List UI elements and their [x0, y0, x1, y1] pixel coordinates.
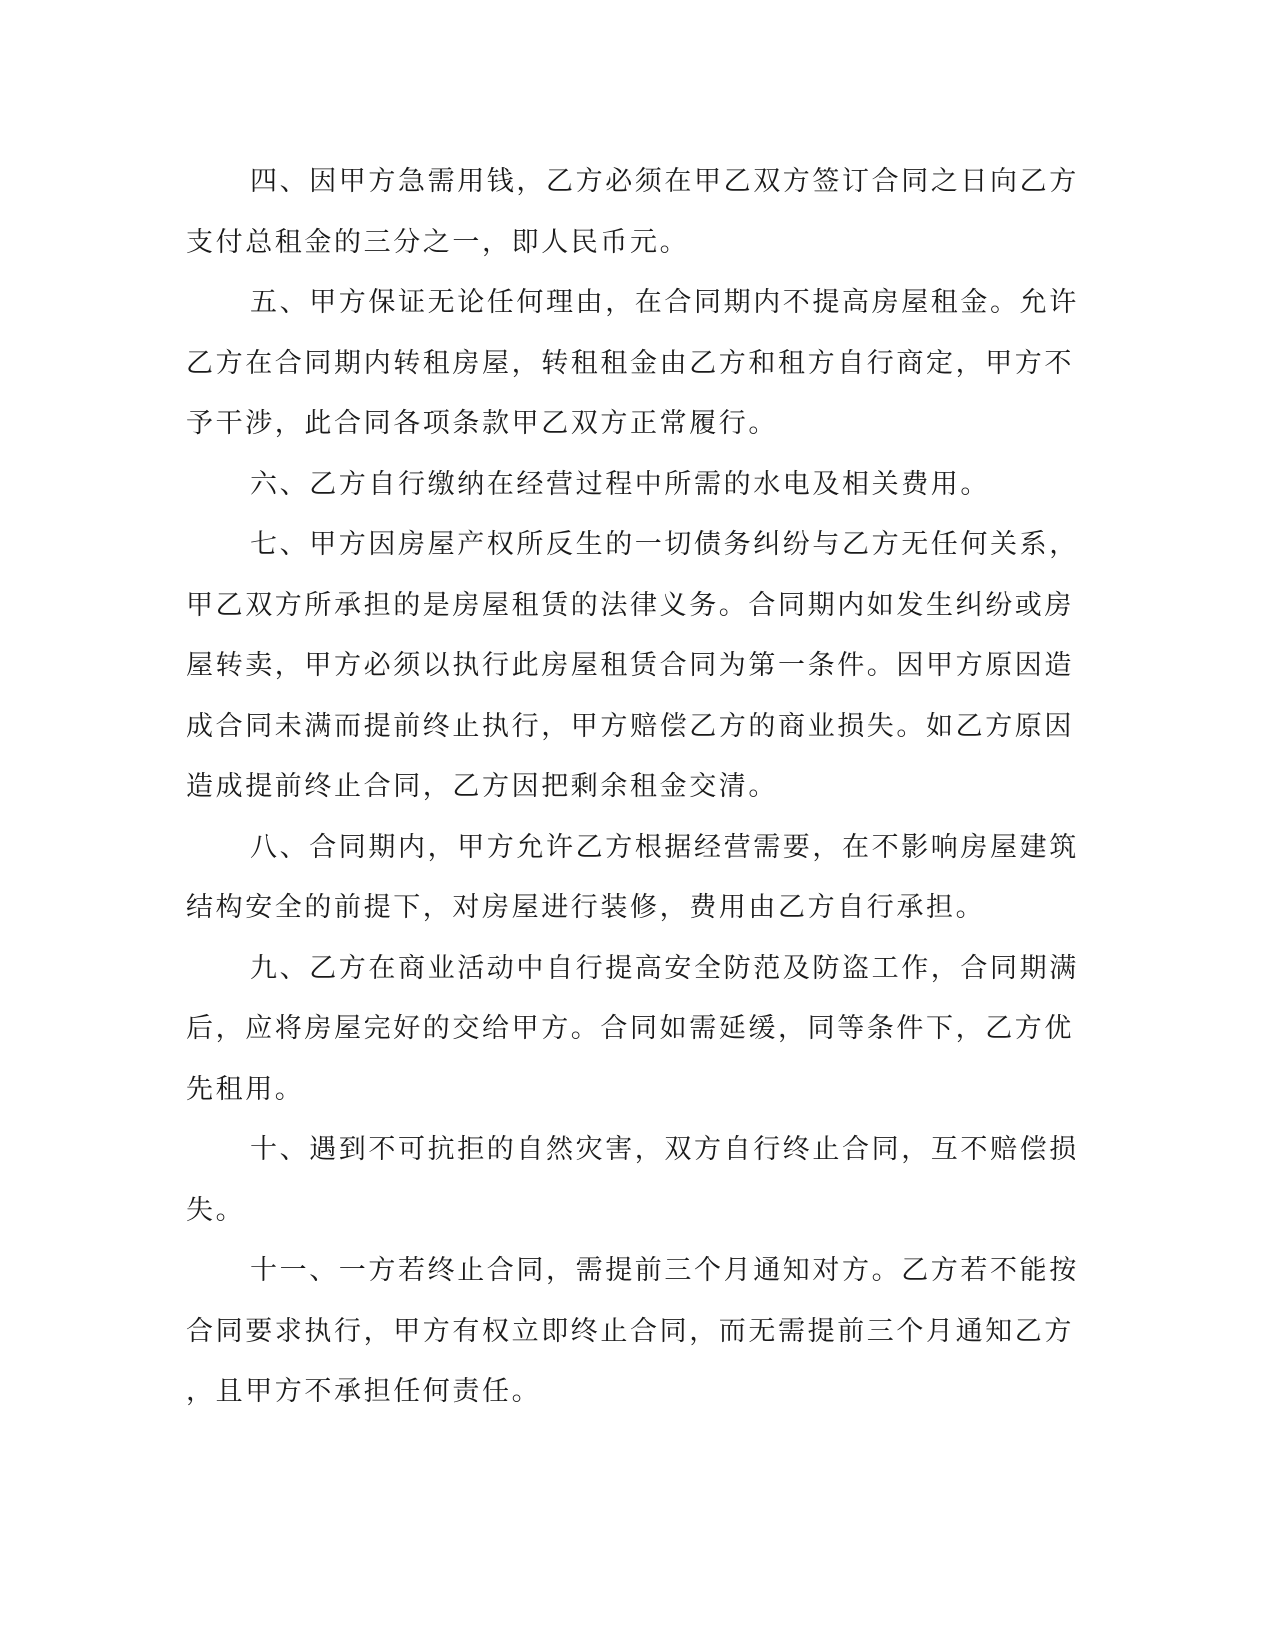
- text-line: 八、合同期内，甲方允许乙方根据经营需要，在不影响房屋建筑: [250, 831, 1079, 863]
- text-line: 五、甲方保证无论任何理由，在合同期内不提高房屋租金。允许: [250, 287, 1079, 318]
- text-line: 九、乙方在商业活动中自行提高安全防范及防盗工作，合同期满: [250, 952, 1079, 984]
- text-line: 予干涉，此合同各项条款甲乙双方正常履行。: [186, 408, 778, 439]
- text-line: 乙方在合同期内转租房屋，转租租金由乙方和租方自行商定，甲方不: [186, 347, 1074, 379]
- text-line: 失。: [186, 1194, 246, 1226]
- text-line: 后，应将房屋完好的交给甲方。合同如需延缓，同等条件下，乙方优: [186, 1013, 1074, 1044]
- text-line: 七、甲方因房屋产权所反生的一切债务纠纷与乙方无任何关系，: [250, 529, 1079, 560]
- clause-5-paragraph: [186, 273, 1079, 455]
- text-line: 结构安全的前提下，对房屋进行装修，费用由乙方自行承担。: [186, 892, 986, 923]
- clause-11-paragraph: [186, 1241, 1079, 1423]
- clause-4-paragraph: [186, 152, 1079, 273]
- text-line: 先租用。: [186, 1073, 305, 1105]
- text-line: 合同要求执行，甲方有权立即终止合同，而无需提前三个月通知乙方: [186, 1315, 1074, 1347]
- text-line: 屋转卖，甲方必须以执行此房屋租赁合同为第一条件。因甲方原因造: [186, 650, 1074, 681]
- text-line: 成合同未满而提前终止执行，甲方赔偿乙方的商业损失。如乙方原因: [186, 710, 1074, 742]
- clause-7-paragraph: [186, 515, 1079, 818]
- text-line: 甲乙双方所承担的是房屋租赁的法律义务。合同期内如发生纠纷或房: [186, 589, 1074, 621]
- clause-10-paragraph: [186, 1120, 1079, 1241]
- clause-9-paragraph: [186, 939, 1079, 1121]
- text-line: ，且甲方不承担任何责任。: [186, 1376, 542, 1407]
- text-line: 十一、一方若终止合同，需提前三个月通知对方。乙方若不能按: [250, 1255, 1079, 1286]
- document-body: [186, 152, 1079, 1423]
- text-line: 支付总租金的三分之一，即人民币元。: [186, 226, 690, 258]
- text-line: 造成提前终止合同，乙方因把剩余租金交清。: [186, 771, 778, 802]
- clause-8-paragraph: [186, 818, 1079, 939]
- text-line: 四、因甲方急需用钱，乙方必须在甲乙双方签订合同之日向乙方: [250, 166, 1079, 197]
- text-line: 十、遇到不可抗拒的自然灾害，双方自行终止合同，互不赔偿损: [250, 1134, 1079, 1165]
- text-line: 六、乙方自行缴纳在经营过程中所需的水电及相关费用。: [250, 468, 990, 500]
- clause-6-paragraph: [186, 455, 1071, 516]
